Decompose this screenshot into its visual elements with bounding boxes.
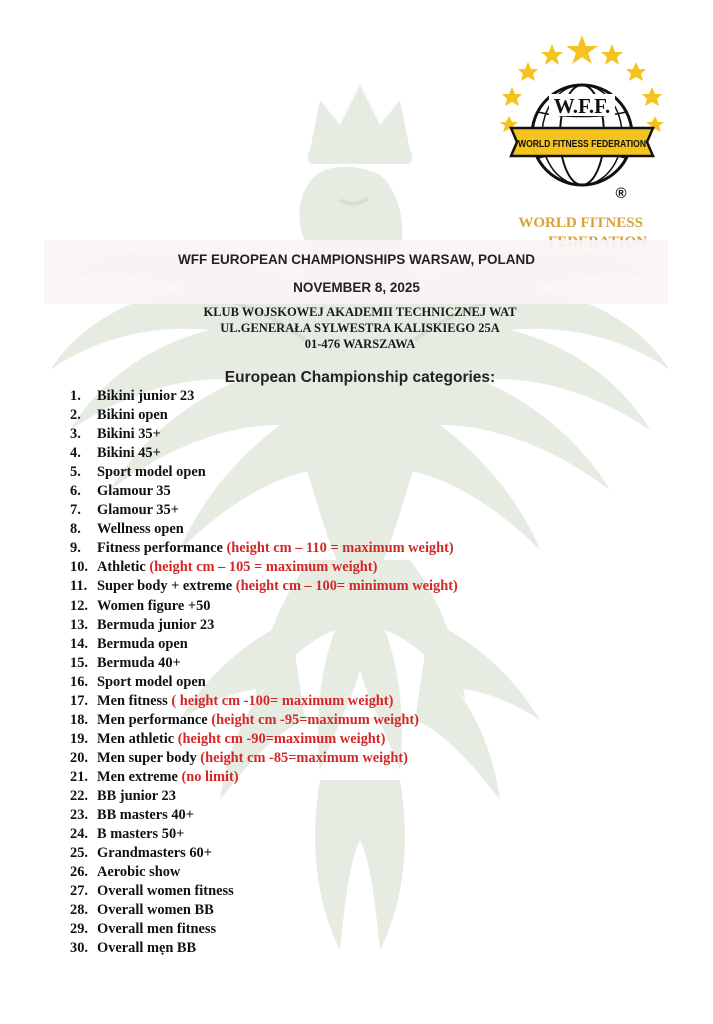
list-item xyxy=(70,749,458,768)
list-item xyxy=(70,863,458,882)
weight-rule-note: (height cm -90=maximum weight) xyxy=(177,730,386,747)
list-item xyxy=(70,882,458,901)
list-item-number: 20. xyxy=(70,749,88,766)
weight-rule-note: (height cm – 100= minimum weight) xyxy=(235,578,458,595)
list-item xyxy=(70,501,458,520)
weight-rule-note: (no limit) xyxy=(181,768,239,785)
list-item xyxy=(70,806,458,825)
list-item xyxy=(70,673,458,692)
venue-address xyxy=(0,304,713,352)
venue-line3: 01-476 WARSZAWA xyxy=(304,337,416,351)
list-item-number: 18. xyxy=(70,711,88,728)
list-item-number: 15. xyxy=(70,654,88,671)
category-name: Athletic xyxy=(97,559,150,576)
list-item xyxy=(70,482,458,501)
category-name: Men fitness xyxy=(97,692,172,709)
list-item xyxy=(70,787,458,806)
weight-rule-note: (height cm -95=maximum weight) xyxy=(211,711,419,728)
category-name: Bikini open xyxy=(97,407,168,424)
list-item xyxy=(70,654,458,673)
list-item-number: 3. xyxy=(70,426,81,443)
category-name: Men performance xyxy=(97,711,212,728)
category-name: Men extreme xyxy=(97,768,182,785)
registered-mark: ® xyxy=(615,185,627,202)
list-item-number: 9. xyxy=(70,540,81,557)
list-item xyxy=(70,425,458,444)
list-item-number: 7. xyxy=(70,502,81,519)
list-item xyxy=(70,635,458,654)
category-name: Bikini 35+ xyxy=(97,426,161,443)
category-name: Fitness performance xyxy=(97,540,227,557)
section-heading: European Championship categories: xyxy=(224,369,496,386)
list-item-number: 1. xyxy=(70,388,81,404)
category-name: Overall women fitness xyxy=(97,883,234,900)
category-name: Wellness open xyxy=(97,521,184,538)
weight-rule-note: (height cm – 110 = maximum weight) xyxy=(226,540,454,557)
logo-banner-text: WORLD FITNESS FEDERATION xyxy=(518,139,646,150)
list-item-number: 10. xyxy=(70,559,88,576)
list-item xyxy=(70,539,458,558)
list-item-number: 5. xyxy=(70,464,81,481)
category-name: Overall men fitness xyxy=(97,921,217,938)
list-item xyxy=(70,920,458,939)
list-item xyxy=(70,520,458,539)
list-item xyxy=(70,616,458,635)
list-item xyxy=(70,711,458,730)
list-item-number: 21. xyxy=(70,768,88,785)
event-date: NOVEMBER 8, 2025 xyxy=(293,280,420,295)
list-item xyxy=(70,844,458,863)
category-name: Bermuda junior 23 xyxy=(97,616,215,633)
list-item xyxy=(70,825,458,844)
weight-rule-note: (height cm – 105 = maximum weight) xyxy=(149,559,378,576)
list-item xyxy=(70,597,458,616)
category-name: Aerobic show xyxy=(97,864,181,881)
category-list xyxy=(70,387,458,958)
category-name: Bikini 45+ xyxy=(97,445,161,462)
list-item-number: 24. xyxy=(70,826,88,843)
category-name: Glamour 35 xyxy=(97,483,171,500)
category-name: Overall mẹn BB xyxy=(97,940,197,957)
category-name: Bikini junior 23 xyxy=(97,388,195,404)
page-title: WFF EUROPEAN CHAMPIONSHIPS WARSAW, POLAND xyxy=(177,252,535,267)
list-item-number: 30. xyxy=(70,940,88,957)
list-item xyxy=(70,692,458,711)
list-item-number: 29. xyxy=(70,921,88,938)
list-item-number: 6. xyxy=(70,483,81,500)
venue-line2: UL.GENERAŁA SYLWESTRA KALISKIEGO 25A xyxy=(220,321,500,335)
wff-logo-icon xyxy=(497,32,667,207)
federation-name-line1: WORLD FITNESS xyxy=(518,215,643,231)
list-item xyxy=(70,387,458,406)
list-item xyxy=(70,406,458,425)
category-name: Men super body xyxy=(97,749,201,766)
list-item-number: 17. xyxy=(70,692,88,709)
logo-text: W.F.F. xyxy=(553,94,611,118)
list-item-number: 2. xyxy=(70,407,81,424)
list-item-number: 16. xyxy=(70,673,88,690)
list-item xyxy=(70,577,458,596)
list-item-number: 28. xyxy=(70,902,88,919)
category-name: Sport model open xyxy=(97,673,206,690)
list-item-number: 23. xyxy=(70,807,88,824)
category-name: Sport model open xyxy=(97,464,206,481)
list-item xyxy=(70,730,458,749)
list-item-number: 25. xyxy=(70,845,88,862)
list-item xyxy=(70,768,458,787)
category-name: Glamour 35+ xyxy=(97,502,179,519)
list-item-number: 8. xyxy=(70,521,81,538)
list-item-number: 11. xyxy=(70,578,88,595)
list-item xyxy=(70,901,458,920)
list-item xyxy=(70,558,458,577)
list-item xyxy=(70,939,458,958)
category-name: Overall women BB xyxy=(97,902,214,919)
list-item xyxy=(70,463,458,482)
venue-line1: KLUB WOJSKOWEJ AKADEMII TECHNICZNEJ WAT xyxy=(203,305,517,319)
list-item xyxy=(70,444,458,463)
category-name: BB junior 23 xyxy=(97,787,176,804)
list-item-number: 4. xyxy=(70,445,81,462)
category-name: Men athletic xyxy=(97,730,178,747)
list-item-number: 26. xyxy=(70,864,88,881)
list-item-number: 27. xyxy=(70,883,88,900)
category-name: Women figure +50 xyxy=(97,597,211,614)
category-name: BB masters 40+ xyxy=(97,807,194,824)
category-name: Grandmasters 60+ xyxy=(97,845,212,862)
weight-rule-note: (height cm -85=maximum weight) xyxy=(200,749,408,766)
category-name: Super body + extreme xyxy=(97,578,236,595)
list-item-number: 19. xyxy=(70,730,88,747)
list-item-number: 22. xyxy=(70,787,88,804)
weight-rule-note: ( height cm -100= maximum weight) xyxy=(171,692,394,709)
list-item-number: 12. xyxy=(70,597,88,614)
category-name: Bermuda open xyxy=(97,635,188,652)
category-name: Bermuda 40+ xyxy=(97,654,181,671)
category-name: B masters 50+ xyxy=(97,826,185,843)
list-item-number: 13. xyxy=(70,616,88,633)
list-item-number: 14. xyxy=(70,635,88,652)
